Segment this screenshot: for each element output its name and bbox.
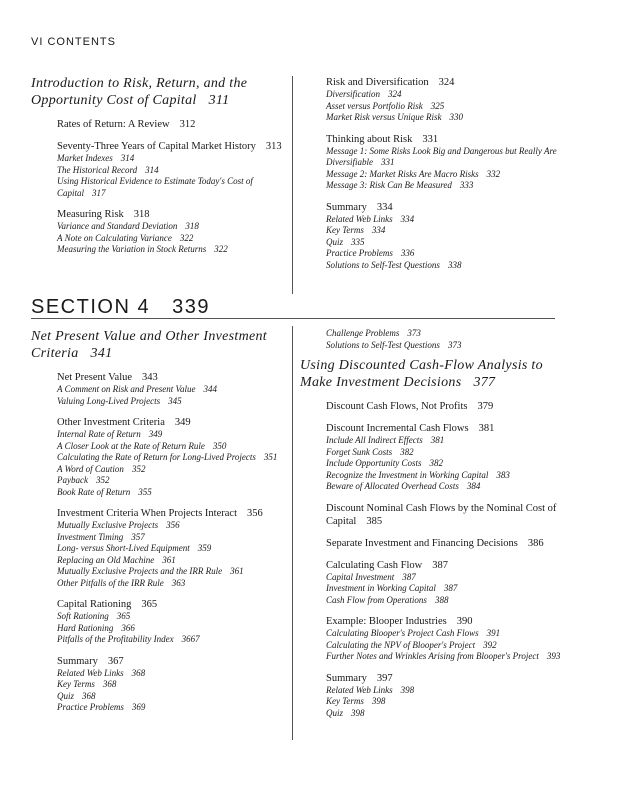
toc-subsection[interactable]: [300, 470, 570, 482]
section-title: Risk and Diversification: [326, 77, 429, 88]
subsection-title: Replacing an Old Machine: [57, 554, 155, 565]
subsection-page: 355: [138, 486, 152, 497]
toc-section[interactable]: [300, 133, 570, 146]
subsection-page: 382: [429, 458, 443, 468]
subsection-title: Quiz: [57, 690, 75, 701]
toc-section[interactable]: [300, 559, 570, 572]
chapter-page: 377: [473, 374, 496, 390]
toc-subsection[interactable]: [300, 583, 570, 595]
section-rule: [31, 318, 555, 319]
toc-section[interactable]: [31, 507, 301, 520]
toc-subsection[interactable]: [31, 668, 301, 680]
toc-subsection[interactable]: [300, 447, 570, 459]
subsection-title: The Historical Record: [57, 164, 138, 175]
subsection-title: Calculating the Rate of Return for Long-Lived Projects: [57, 452, 256, 462]
section-page: 334: [376, 201, 393, 213]
subsection-title: Measuring the Variation in Stock Returns: [57, 244, 207, 254]
subsection-title: Quiz: [326, 236, 344, 247]
subsection-page: 331: [381, 157, 395, 167]
subsection-title: A Word of Caution: [57, 463, 124, 474]
section-title: Capital Rationing: [57, 599, 132, 610]
subsection-title: Mutually Exclusive Projects and the IRR Rule: [57, 566, 223, 576]
section-page: 390: [456, 616, 473, 627]
section-title: Discount Cash Flows, Not Profits: [326, 401, 468, 412]
subsection-page: 365: [116, 611, 131, 621]
section-page: 356: [247, 508, 263, 519]
subsection-page: 322: [214, 244, 228, 254]
toc-subsection[interactable]: [300, 696, 570, 708]
subsection-title: Practice Problems: [57, 702, 124, 712]
section-page: 381: [478, 423, 495, 434]
chapter-title[interactable]: [300, 358, 570, 391]
subsection-page: 314: [120, 153, 135, 163]
subsection-title: Payback: [57, 475, 88, 485]
toc-subsection[interactable]: [31, 532, 301, 544]
toc-section[interactable]: [31, 598, 301, 611]
subsection-page: 352: [131, 463, 146, 474]
toc-column-bottom-right: [300, 328, 570, 719]
subsection-page: 352: [95, 475, 110, 485]
toc-subsection[interactable]: [300, 248, 570, 260]
subsection-page: 333: [459, 180, 474, 190]
subsection-page: 344: [203, 384, 217, 394]
subsection-title: Capital Investment: [326, 571, 395, 582]
toc-section[interactable]: [300, 201, 570, 214]
toc-subsection[interactable]: [31, 165, 301, 177]
toc-subsection[interactable]: [31, 702, 301, 714]
subsection-title: Internal Rate of Return: [57, 429, 141, 439]
subsection-title: Beware of Allocated Overhead Costs: [326, 481, 459, 491]
subsection-title: Calculating the NPV of Blooper's Project: [326, 639, 476, 650]
chapter-page: 341: [90, 345, 113, 361]
chapter-title[interactable]: [31, 329, 301, 362]
subsection-page: 322: [179, 232, 194, 243]
toc-subsection[interactable]: [300, 328, 570, 340]
section-page: 324: [438, 77, 455, 88]
section-page: 379: [477, 401, 494, 412]
section-title: Thinking about Risk: [326, 133, 413, 145]
subsection-title: Asset versus Portfolio Risk: [326, 100, 423, 111]
chapter-title[interactable]: [31, 76, 301, 109]
toc-section[interactable]: [31, 208, 301, 221]
subsection-title: Solutions to Self-Test Questions: [326, 339, 440, 350]
subsection-page: 398: [351, 707, 365, 718]
subsection-page: 373: [447, 339, 462, 350]
subsection-title: Valuing Long-Lived Projects: [57, 395, 161, 406]
subsection-title: Investment Timing: [57, 531, 124, 542]
subsection-title: Market Indexes: [57, 153, 113, 163]
toc-subsection[interactable]: [300, 260, 570, 272]
toc-column-bottom-left: [31, 329, 301, 714]
subsection-page: 387: [443, 583, 458, 593]
subsection-title: Include All Indirect Effects: [326, 435, 423, 445]
toc-subsection[interactable]: [300, 214, 570, 226]
subsection-page: 361: [230, 566, 244, 576]
toc-subsection[interactable]: [300, 628, 570, 640]
section-page: 331: [422, 133, 439, 145]
toc-subsection[interactable]: [300, 640, 570, 652]
subsection-page: 382: [400, 446, 414, 457]
subsection-page: 356: [166, 520, 180, 530]
subsection-page: 336: [400, 248, 415, 258]
section-page: 339: [172, 296, 210, 318]
subsection-title: Book Rate of Return: [57, 486, 131, 497]
subsection-page: 363: [171, 577, 186, 588]
subsection-title: Solutions to Self-Test Questions: [326, 259, 440, 270]
subsection-title: Quiz: [326, 707, 344, 718]
section-title: Summary: [326, 201, 367, 213]
subsection-page: 391: [486, 628, 501, 638]
section-page: 367: [107, 655, 124, 667]
subsection-page: 359: [197, 543, 212, 553]
toc-section[interactable]: [300, 422, 570, 435]
toc-subsection[interactable]: [31, 555, 301, 567]
subsection-page: 369: [131, 702, 146, 712]
toc-subsection[interactable]: [300, 180, 570, 192]
subsection-title: Variance and Standard Deviation: [57, 221, 178, 231]
subsection-page: 366: [121, 622, 135, 633]
subsection-page: 317: [92, 187, 106, 198]
toc-subsection[interactable]: [300, 146, 570, 169]
subsection-page: 345: [168, 395, 182, 406]
column-divider: [292, 76, 293, 294]
toc-section[interactable]: [31, 371, 301, 384]
subsection-page: 335: [351, 236, 365, 247]
toc-subsection[interactable]: [300, 458, 570, 470]
subsection-title: Key Terms: [326, 696, 364, 706]
chapter-title-text: Net Present Value and Other Investment Criteria: [31, 329, 267, 361]
toc-subsection[interactable]: [300, 340, 570, 352]
toc-subsection[interactable]: [31, 384, 301, 396]
toc-section[interactable]: [300, 76, 570, 89]
chapter-page: 311: [208, 92, 230, 108]
toc-section[interactable]: [300, 537, 570, 550]
section-heading: [31, 296, 210, 319]
subsection-page: 387: [402, 571, 416, 582]
section-title: Summary: [326, 672, 367, 684]
section-title: Calculating Cash Flow: [326, 559, 423, 571]
toc-subsection[interactable]: [31, 441, 301, 453]
subsection-title: Other Pitfalls of the IRR Rule: [57, 577, 164, 588]
subsection-title: Related Web Links: [326, 684, 393, 695]
subsection-title: Message 2: Market Risks Are Macro Risks: [326, 168, 479, 179]
subsection-page: 384: [466, 481, 481, 491]
subsection-title: Mutually Exclusive Projects: [57, 520, 159, 530]
toc-subsection[interactable]: [31, 634, 301, 646]
subsection-title: Key Terms: [57, 679, 95, 689]
toc-subsection[interactable]: [31, 429, 301, 441]
subsection-title: Message 3: Risk Can Be Measured: [326, 180, 452, 190]
toc-subsection[interactable]: [300, 237, 570, 249]
section-title: Summary: [57, 655, 98, 667]
section-title: Investment Criteria When Projects Interact: [57, 508, 237, 519]
toc-column-top-left: [31, 76, 301, 256]
toc-subsection[interactable]: [300, 89, 570, 101]
subsection-title: Hard Rationing: [57, 622, 114, 633]
section-page: 385: [366, 515, 383, 527]
toc-subsection[interactable]: [31, 578, 301, 590]
toc-subsection[interactable]: [31, 566, 301, 578]
toc-section[interactable]: [300, 400, 570, 413]
section-title: Net Present Value: [57, 372, 133, 383]
section-title: Discount Incremental Cash Flows: [326, 423, 469, 434]
toc-section[interactable]: [31, 655, 301, 668]
toc-subsection[interactable]: [31, 475, 301, 487]
subsection-page: 332: [486, 168, 501, 179]
toc-section[interactable]: [300, 502, 570, 528]
toc-subsection[interactable]: [31, 176, 301, 199]
toc-subsection[interactable]: [31, 233, 301, 245]
subsection-title: Challenge Problems: [326, 328, 400, 338]
subsection-title: Investment in Working Capital: [326, 583, 436, 593]
subsection-page: 357: [131, 531, 145, 542]
subsection-page: 368: [82, 690, 96, 701]
subsection-page: 373: [407, 328, 421, 338]
toc-subsection[interactable]: [31, 153, 301, 165]
section-page: 343: [142, 372, 158, 383]
section-page: 365: [141, 599, 158, 610]
toc-section[interactable]: [31, 140, 301, 153]
subsection-title: Pitfalls of the Profitability Index: [57, 634, 174, 644]
toc-subsection[interactable]: [31, 244, 301, 256]
section-page: 349: [174, 417, 191, 428]
toc-subsection[interactable]: [31, 487, 301, 499]
section-title: Rates of Return: A Review: [57, 119, 170, 130]
section-title: Seventy-Three Years of Capital Market History: [57, 141, 256, 152]
subsection-title: Related Web Links: [57, 667, 124, 678]
toc-subsection[interactable]: [300, 101, 570, 113]
toc-subsection[interactable]: [31, 543, 301, 555]
subsection-title: Market Risk versus Unique Risk: [326, 112, 442, 122]
subsection-page: 381: [430, 435, 445, 445]
subsection-page: 325: [430, 100, 445, 111]
toc-column-top-right: [300, 76, 570, 271]
subsection-page: 383: [496, 469, 510, 480]
subsection-page: 351: [263, 452, 278, 462]
toc-subsection[interactable]: [31, 396, 301, 408]
subsection-page: 314: [145, 164, 159, 175]
subsection-title: A Note on Calculating Variance: [57, 232, 172, 243]
subsection-page: 334: [371, 225, 386, 235]
toc-subsection[interactable]: [300, 595, 570, 607]
subsection-page: 392: [483, 639, 497, 650]
subsection-page: 398: [371, 696, 386, 706]
chapter-title-text: Introduction to Risk, Return, and the Opportunity Cost of Capital: [31, 76, 248, 108]
toc-subsection[interactable]: [300, 651, 570, 663]
subsection-page: 334: [400, 213, 415, 224]
toc-section[interactable]: [300, 615, 570, 628]
section-page: 397: [376, 672, 393, 684]
subsection-page: 349: [148, 429, 163, 439]
subsection-page: 393: [546, 651, 561, 661]
subsection-page: 324: [388, 89, 402, 99]
section-label: SECTION 4: [31, 296, 151, 318]
section-title: Measuring Risk: [57, 209, 124, 220]
running-head: VI CONTENTS: [31, 36, 116, 48]
section-title: Separate Investment and Financing Decisions: [326, 537, 518, 549]
toc-section[interactable]: [31, 416, 301, 429]
subsection-title: Practice Problems: [326, 248, 393, 258]
subsection-page: 338: [447, 259, 462, 270]
chapter-title-text: Using Discounted Cash-Flow Analysis to Make Investment Decisions: [300, 358, 543, 390]
subsection-title: Diversification: [326, 89, 380, 99]
subsection-page: 368: [102, 679, 117, 689]
toc-subsection[interactable]: [300, 112, 570, 124]
subsection-title: Recognize the Investment in Working Capital: [326, 469, 489, 480]
subsection-title: Soft Rationing: [57, 611, 109, 621]
toc-subsection[interactable]: [31, 452, 301, 464]
toc-subsection[interactable]: [31, 221, 301, 233]
subsection-page: 330: [449, 112, 463, 122]
subsection-title: Forget Sunk Costs: [326, 446, 393, 457]
subsection-title: A Comment on Risk and Present Value: [57, 384, 196, 394]
subsection-title: Using Historical Evidence to Estimate Today's Cost of Capital: [57, 176, 253, 198]
subsection-title: Further Notes and Wrinkles Arising from Blooper's Project: [326, 651, 539, 661]
toc-subsection[interactable]: [300, 481, 570, 493]
subsection-page: 361: [162, 554, 176, 565]
subsection-title: Calculating Blooper's Project Cash Flows: [326, 628, 479, 638]
subsection-title: Include Opportunity Costs: [326, 458, 422, 468]
subsection-title: Message 1: Some Risks Look Big and Dangerous but Really Are Diversifiable: [326, 145, 557, 167]
subsection-title: Related Web Links: [326, 213, 393, 224]
subsection-page: 398: [400, 684, 415, 695]
section-title: Discount Nominal Cash Flows by the Nominal Cost of Capital: [326, 502, 557, 527]
section-page: 313: [265, 141, 282, 152]
section-page: 318: [133, 209, 150, 220]
column-divider: [292, 326, 293, 740]
toc-subsection[interactable]: [31, 464, 301, 476]
subsection-page: 388: [434, 594, 449, 605]
toc-section[interactable]: [300, 672, 570, 685]
toc-subsection[interactable]: [300, 572, 570, 584]
toc-section[interactable]: [31, 118, 301, 131]
toc-subsection[interactable]: [300, 169, 570, 181]
toc-subsection[interactable]: [31, 611, 301, 623]
toc-subsection[interactable]: [300, 685, 570, 697]
toc-subsection[interactable]: [31, 691, 301, 703]
subsection-page: 3667: [181, 634, 200, 644]
section-title: Example: Blooper Industries: [326, 616, 447, 627]
section-title: Other Investment Criteria: [57, 417, 165, 428]
toc-subsection[interactable]: [31, 623, 301, 635]
subsection-page: 318: [185, 221, 199, 231]
toc-subsection[interactable]: [300, 708, 570, 720]
section-page: 386: [527, 537, 544, 549]
subsection-title: Cash Flow from Operations: [326, 594, 427, 605]
toc-subsection[interactable]: [300, 225, 570, 237]
subsection-title: Long- versus Short-Lived Equipment: [57, 543, 190, 553]
toc-subsection[interactable]: [31, 679, 301, 691]
subsection-page: 368: [131, 667, 146, 678]
section-page: 387: [432, 559, 448, 571]
subsection-title: A Closer Look at the Rate of Return Rule: [57, 440, 205, 451]
section-page: 312: [179, 119, 196, 130]
subsection-title: Key Terms: [326, 225, 364, 235]
toc-subsection[interactable]: [31, 520, 301, 532]
subsection-page: 350: [212, 440, 227, 451]
toc-subsection[interactable]: [300, 435, 570, 447]
